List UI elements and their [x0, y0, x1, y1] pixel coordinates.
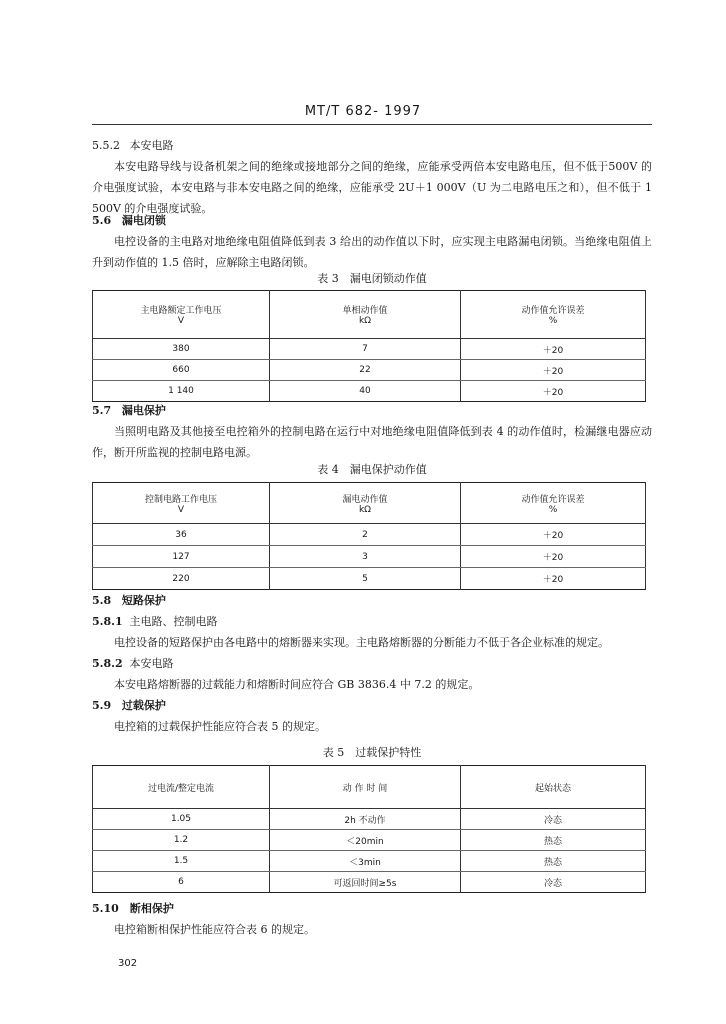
paragraph: 本安电路熔断器的过载能力和熔断时间应符合 GB 3836.4 中 7.2 的规定。	[114, 678, 480, 691]
table-row: 127 3 ＋20	[93, 546, 646, 568]
table-header-cell: 控制电路工作电压 V	[93, 483, 270, 524]
table-header-cell: 动作值允许误差 %	[461, 483, 646, 524]
table-row: 1.2 ＜20min 热态	[93, 830, 646, 851]
section-heading: 5.6 漏电闭锁	[92, 214, 166, 227]
header-rule	[92, 124, 652, 125]
section-heading: 5.8 短路保护	[92, 594, 166, 607]
table-header-cell: 动作值允许误差 %	[461, 291, 646, 339]
table-header-cell: 过电流/整定电流	[93, 766, 270, 809]
paragraph: 电控设备的短路保护由各电路中的熔断器来实现。主电路熔断器的分断能力不低于各企业标准的规定。	[114, 636, 609, 649]
table-header-cell: 主电路额定工作电压 V	[93, 291, 270, 339]
table-5	[92, 765, 646, 893]
paragraph: 当照明电路及其他接至电控箱外的控制电路在运行中对地绝缘电阻值降低到表 4 的动作值时，检漏继电器应动作，断开所监视的控制电路电源。	[92, 425, 652, 459]
paragraph: 本安电路导线与设备机架之间的绝缘或接地部分之间的绝缘，应能承受两倍本安电路电压，但不低于500V 的介电强度试验，本安电路与非本安电路之间的绝缘，应能承受 2U＋1 000V（U 为二电路电压之和），但不低于 1 500V 的介电强度试验。	[92, 160, 652, 215]
paragraph: 电控箱断相保护性能应符合表 6 的规定。	[114, 923, 315, 936]
section-heading: 5.7 漏电保护	[92, 404, 166, 417]
table-row: 1.05 2h 不动作 冷态	[93, 809, 646, 830]
table-header-row	[93, 291, 646, 339]
table-row: 380 7 ＋20	[93, 339, 646, 360]
table-3	[92, 290, 646, 402]
table-header-cell: 动 作 时 间	[270, 766, 461, 809]
table-row: 660 22 ＋20	[93, 360, 646, 381]
table-5-caption: 表 5 过载保护特性	[322, 746, 422, 759]
section-5-5-2	[92, 135, 652, 219]
page-number: 302	[118, 958, 138, 969]
section-5-8	[92, 590, 652, 737]
table-3-caption: 表 3 漏电闭锁动作值	[317, 272, 427, 285]
table-4	[92, 482, 646, 590]
table-header-row	[93, 766, 646, 809]
table-header-cell: 单相动作值 kΩ	[270, 291, 461, 339]
page-header: MT/T 682- 1997	[304, 104, 422, 119]
section-heading: 5.9 过载保护	[92, 699, 166, 712]
table-row: 1 140 40 ＋20	[93, 381, 646, 402]
section-heading: 5.8.2 本安电路	[92, 657, 174, 670]
section-heading: 5.8.1 主电路、控制电路	[92, 615, 218, 628]
table-row: 6 可返回时间≥5s 冷态	[93, 872, 646, 893]
section-heading: 5.5.2 本安电路	[92, 139, 174, 152]
table-row: 220 5 ＋20	[93, 568, 646, 590]
table-row: 1.5 ＜3min 热态	[93, 851, 646, 872]
table-4-caption: 表 4 漏电保护动作值	[317, 463, 427, 476]
table-header-cell: 起始状态	[461, 766, 646, 809]
section-5-10	[92, 898, 652, 940]
paragraph: 电控设备的主电路对地绝缘电阻值降低到表 3 给出的动作值以下时，应实现主电路漏电闭锁。当绝缘电阻值上升到动作值的 1.5 倍时，应解除主电路闭锁。	[92, 235, 652, 269]
section-5-7	[92, 400, 652, 463]
paragraph: 电控箱的过载保护性能应符合表 5 的规定。	[114, 720, 326, 733]
table-header-cell: 漏电动作值 kΩ	[270, 483, 461, 524]
table-header-row	[93, 483, 646, 524]
table-row: 36 2 ＋20	[93, 524, 646, 546]
section-5-6	[92, 210, 652, 273]
section-heading: 5.10 断相保护	[92, 902, 174, 915]
